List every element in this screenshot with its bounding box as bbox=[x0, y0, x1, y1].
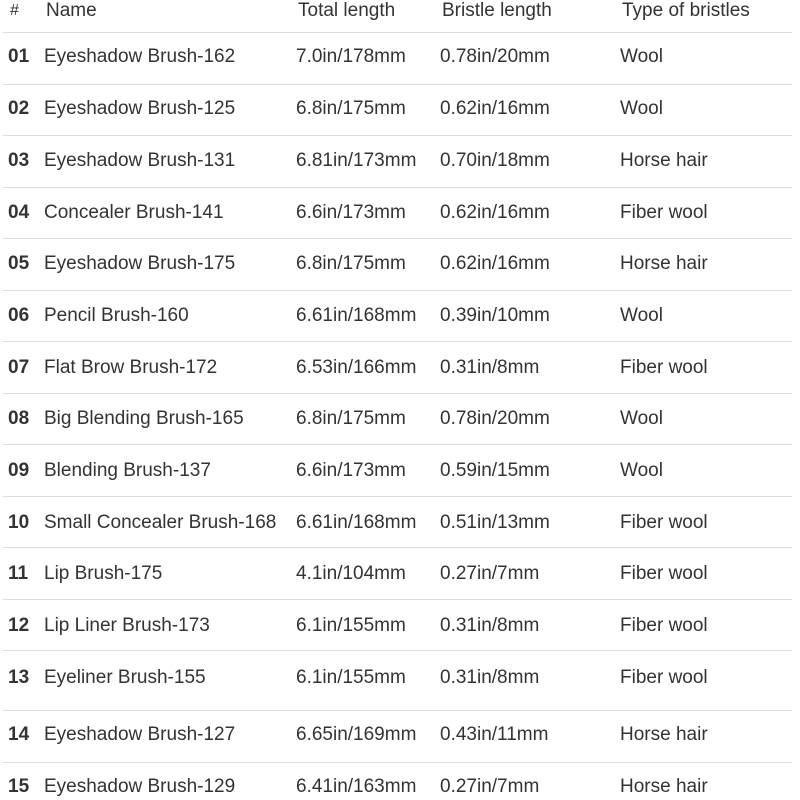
row-number: 06 bbox=[8, 305, 30, 326]
cell-bristle-length: 0.27in/7mm bbox=[440, 776, 540, 797]
cell-total-length: 6.61in/168mm bbox=[296, 512, 417, 533]
row-number: 03 bbox=[8, 150, 30, 171]
cell-bristle-length: 0.62in/16mm bbox=[440, 253, 550, 274]
header-bristle-type: Type of bristles bbox=[622, 0, 750, 21]
cell-bristle-type: Fiber wool bbox=[620, 202, 708, 223]
cell-bristle-type: Fiber wool bbox=[620, 357, 708, 378]
cell-total-length: 6.1in/155mm bbox=[296, 615, 406, 636]
row-number: 13 bbox=[8, 667, 30, 688]
row-number: 11 bbox=[8, 563, 29, 584]
row-divider bbox=[3, 290, 792, 291]
row-divider bbox=[3, 84, 792, 85]
cell-total-length: 6.65in/169mm bbox=[296, 724, 417, 745]
row-number: 01 bbox=[8, 46, 30, 67]
cell-bristle-type: Horse hair bbox=[620, 724, 708, 745]
cell-total-length: 7.0in/178mm bbox=[296, 46, 406, 67]
cell-bristle-length: 0.59in/15mm bbox=[440, 460, 550, 481]
cell-total-length: 6.61in/168mm bbox=[296, 305, 417, 326]
cell-name: Small Concealer Brush-168 bbox=[44, 512, 277, 533]
cell-name: Lip Brush-175 bbox=[44, 563, 163, 584]
cell-name: Eyeshadow Brush-175 bbox=[44, 253, 236, 274]
header-total-length: Total length bbox=[298, 0, 396, 21]
cell-bristle-length: 0.78in/20mm bbox=[440, 46, 550, 67]
cell-name: Eyeshadow Brush-131 bbox=[44, 150, 236, 171]
row-number: 15 bbox=[8, 776, 30, 797]
table-row bbox=[3, 667, 792, 689]
cell-bristle-length: 0.31in/8mm bbox=[440, 615, 540, 636]
cell-total-length: 4.1in/104mm bbox=[296, 563, 406, 584]
table-row bbox=[3, 98, 792, 120]
cell-total-length: 6.8in/175mm bbox=[296, 253, 406, 274]
table-row bbox=[3, 512, 792, 534]
cell-bristle-length: 0.27in/7mm bbox=[440, 563, 540, 584]
table-row bbox=[3, 460, 792, 482]
row-number: 04 bbox=[8, 202, 30, 223]
cell-bristle-type: Fiber wool bbox=[620, 512, 708, 533]
cell-total-length: 6.53in/166mm bbox=[296, 357, 417, 378]
cell-bristle-length: 0.31in/8mm bbox=[440, 667, 540, 688]
cell-bristle-length: 0.62in/16mm bbox=[440, 98, 550, 119]
cell-bristle-length: 0.62in/16mm bbox=[440, 202, 550, 223]
cell-bristle-type: Wool bbox=[620, 460, 663, 481]
row-divider bbox=[3, 710, 792, 711]
cell-bristle-type: Wool bbox=[620, 46, 663, 67]
cell-bristle-length: 0.43in/11mm bbox=[440, 724, 549, 745]
header-number: # bbox=[10, 2, 19, 19]
cell-bristle-type: Wool bbox=[620, 408, 663, 429]
cell-name: Blending Brush-137 bbox=[44, 460, 211, 481]
row-divider bbox=[3, 547, 792, 548]
row-divider bbox=[3, 444, 792, 445]
row-divider bbox=[3, 393, 792, 394]
table-row bbox=[3, 724, 792, 746]
row-divider bbox=[3, 762, 792, 763]
cell-total-length: 6.8in/175mm bbox=[296, 408, 406, 429]
row-divider bbox=[3, 187, 792, 188]
cell-total-length: 6.81in/173mm bbox=[296, 150, 417, 171]
cell-name: Lip Liner Brush-173 bbox=[44, 615, 210, 636]
cell-name: Eyeshadow Brush-127 bbox=[44, 724, 236, 745]
cell-name: Eyeshadow Brush-129 bbox=[44, 776, 236, 797]
row-number: 09 bbox=[8, 460, 30, 481]
row-divider bbox=[3, 32, 792, 33]
cell-bristle-type: Wool bbox=[620, 305, 663, 326]
cell-bristle-type: Horse hair bbox=[620, 776, 708, 797]
cell-name: Eyeshadow Brush-162 bbox=[44, 46, 236, 67]
cell-name: Eyeliner Brush-155 bbox=[44, 667, 206, 688]
cell-total-length: 6.41in/163mm bbox=[296, 776, 417, 797]
cell-total-length: 6.6in/173mm bbox=[296, 202, 406, 223]
row-number: 07 bbox=[8, 357, 30, 378]
table-header bbox=[0, 0, 800, 22]
table-row bbox=[3, 202, 792, 224]
header-name: Name bbox=[46, 0, 97, 21]
table-row bbox=[3, 357, 792, 379]
table-row bbox=[3, 46, 792, 68]
cell-total-length: 6.6in/173mm bbox=[296, 460, 406, 481]
cell-name: Pencil Brush-160 bbox=[44, 305, 189, 326]
cell-bristle-length: 0.31in/8mm bbox=[440, 357, 540, 378]
cell-bristle-type: Fiber wool bbox=[620, 667, 708, 688]
row-number: 05 bbox=[8, 253, 30, 274]
cell-total-length: 6.1in/155mm bbox=[296, 667, 406, 688]
row-divider bbox=[3, 496, 792, 497]
row-divider bbox=[3, 238, 792, 239]
cell-bristle-length: 0.51in/13mm bbox=[440, 512, 550, 533]
row-number: 14 bbox=[8, 724, 30, 745]
cell-bristle-length: 0.78in/20mm bbox=[440, 408, 550, 429]
table-row bbox=[3, 150, 792, 172]
row-number: 02 bbox=[8, 98, 30, 119]
row-number: 10 bbox=[8, 512, 30, 533]
cell-bristle-length: 0.70in/18mm bbox=[440, 150, 550, 171]
row-divider bbox=[3, 650, 792, 651]
cell-bristle-type: Fiber wool bbox=[620, 563, 708, 584]
row-divider bbox=[3, 135, 792, 136]
header-bristle-length: Bristle length bbox=[442, 0, 552, 21]
row-divider bbox=[3, 341, 792, 342]
cell-bristle-type: Fiber wool bbox=[620, 615, 708, 636]
table-row bbox=[3, 563, 792, 585]
cell-bristle-length: 0.39in/10mm bbox=[440, 305, 550, 326]
cell-bristle-type: Horse hair bbox=[620, 150, 708, 171]
table-row bbox=[3, 615, 792, 637]
table-row bbox=[3, 408, 792, 430]
cell-total-length: 6.8in/175mm bbox=[296, 98, 406, 119]
row-number: 12 bbox=[8, 615, 30, 636]
cell-bristle-type: Horse hair bbox=[620, 253, 708, 274]
table-row bbox=[3, 305, 792, 327]
cell-bristle-type: Wool bbox=[620, 98, 663, 119]
cell-name: Flat Brow Brush-172 bbox=[44, 357, 218, 378]
row-number: 08 bbox=[8, 408, 30, 429]
cell-name: Eyeshadow Brush-125 bbox=[44, 98, 236, 119]
cell-name: Big Blending Brush-165 bbox=[44, 408, 244, 429]
table-row bbox=[3, 776, 792, 798]
table-row bbox=[3, 253, 792, 275]
row-divider bbox=[3, 599, 792, 600]
cell-name: Concealer Brush-141 bbox=[44, 202, 224, 223]
